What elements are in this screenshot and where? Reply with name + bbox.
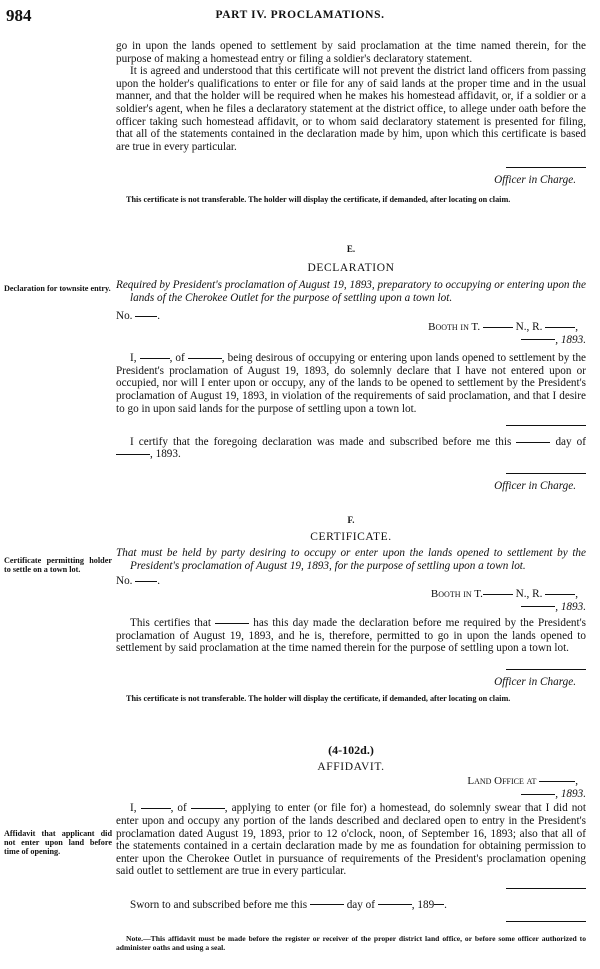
certificate-body: This certifies that has this day made the declaration before me required by the President's proclamation of August 19, 1893, and he is, therefore, permitted to go in upon the lands opened to settlement by said proclamation at the time named therein for the purpose of settling upon a town lot. (116, 617, 586, 655)
form-number: No. . (116, 310, 161, 323)
paragraph: go in upon the lands opened to settlement by said proclamation at the time named therein, for the purpose of making a homestead entry or filing a soldier's declaratory statement. (116, 40, 586, 65)
date-line: , 1893. (116, 334, 586, 347)
officer-signature: Officer in Charge. (494, 479, 576, 492)
signature-line (116, 159, 586, 172)
section-f (116, 514, 586, 704)
section-letter: E. (346, 244, 356, 254)
section-letter: F. (347, 515, 355, 525)
continued-certificate (116, 40, 586, 204)
margin-note-affidavit: Affidavit that applicant did not enter upon land before time of opening. (4, 829, 112, 857)
form-number: No. . (116, 575, 161, 588)
land-office-line: Land Office at , (467, 775, 578, 788)
paragraph: It is agreed and understood that this certificate will not prevent the district land officers from passing upon the holder's qualifications to enter or file for any of said lands at the proper time and in the usual manner, and that the holder will be required when he makes his homestead affidavit, or, if a soldier or a soldier's agent, when he files a declaratory statement at the district office, to allege under oath before the officer taking such homestead affidavit, or to whom said declaratory statement is presented for filing, that all of the statements contained in the declaration made by him, upon which this certificate is based are true in every particular. (116, 65, 586, 153)
affidavit-note: Note.—This affidavit must be made before the register or receiver of the proper district land office, or before some officer authorized to administer oaths and using a seal. (116, 933, 586, 952)
signature-line (116, 661, 586, 674)
section-subtitle: Required by President's proclamation of August 19, 1893, preparatory to occupying or entering upon the lands of the Cherokee Outlet for the purpose of settling upon a town lot. (116, 279, 586, 304)
officer-signature: Officer in Charge. (494, 173, 576, 186)
certification: I certify that the foregoing declaration was made and subscribed before me this day of , 1893. (116, 436, 586, 461)
page-header (0, 6, 600, 26)
transfer-note: This certificate is not transferable. The holder will display the certificate, if demanded, after locating on claim. (126, 694, 511, 704)
section-title: AFFIDAVIT. (317, 760, 385, 773)
officer-signature: Officer in Charge. (494, 675, 576, 688)
section-subtitle: That must be held by party desiring to occupy or enter upon the lands opened to settlement by the President's proclamation of August 19, 1893, for the purpose of settling upon a town lot. (116, 547, 586, 572)
date-line: , 1893. (116, 788, 586, 801)
margin-note-declaration: Declaration for townsite entry. (4, 284, 111, 293)
running-title: PART IV. PROCLAMATIONS. (215, 9, 385, 21)
affidavit-body: I, , of , applying to enter (or file for) a homestead, do solemnly swear that I did not enter upon and occupy any portion of the lands described and declared open to entry in the President's proclamation dated August 19, 1893, prior to 12 o'clock, noon, of September 16, 1893; also that all of the statements contained in a certain declaration made by me as foundation for obtaining permission to enter upon the Cherokee Outlet in pursuance of requirements of the President's proclamation opening said outlet to settlement are true in every particular. (116, 802, 587, 878)
section-title: DECLARATION (307, 261, 395, 274)
sworn-line: Sworn to and subscribed before me this day of , 189 . (130, 898, 447, 911)
signature-line (116, 417, 586, 430)
section-title: CERTIFICATE. (310, 530, 392, 543)
signature-line (116, 465, 586, 478)
booth-line: Booth in T. N., R. , (430, 587, 578, 600)
date-line: , 1893. (116, 601, 586, 614)
booth-line: Booth in T. N., R. , (428, 320, 578, 333)
page-number: 984 (6, 6, 32, 25)
transfer-note: This certificate is not transferable. The holder will display the certificate, if demanded, after locating on claim. (126, 194, 511, 204)
signature-line (116, 913, 586, 926)
affidavit-section (116, 744, 586, 952)
form-code: (4-102d.) (328, 743, 374, 757)
section-e (116, 243, 586, 492)
signature-line (116, 880, 586, 893)
declaration-body: I, , of , being desirous of occupying or entering upon lands opened to settlement by the President's proclamation of August 19, 1893, do solemnly declare that I have not entered upon or occupied, nor will I enter upon or occupy, any of the lands to be opened to settlement by the President's proclamation of August 19, 1893, in violation of the requirements of said proclamation, and that I desire to go in upon said lands for the purpose of settling upon a town lot. (116, 352, 587, 415)
margin-note-certificate: Certificate permitting holder to settle on a town lot. (4, 556, 112, 575)
